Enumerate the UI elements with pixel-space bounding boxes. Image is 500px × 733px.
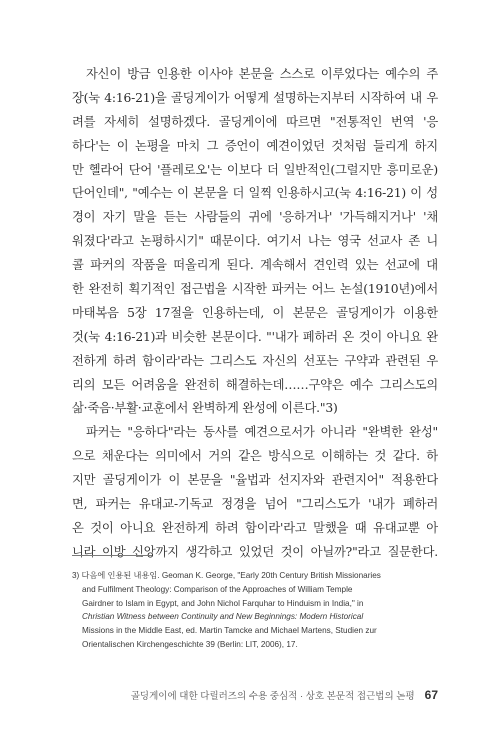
body-line: 삶·죽음·부활·교훈에서 완벽하게 완성에 이른다."3)	[72, 401, 338, 416]
body-line: 온 것이 아니요 완전하게 하려 함이라'라고 말했을 때 유대교뿐 아	[72, 520, 438, 535]
footnote-line: Gairdner to Islam in Egypt, and John Nichol Farquhar to Hinduism in India," in	[82, 598, 364, 608]
body-line: 콜 파커의 작품을 떠올리게 된다. 계속해서 견인력 있는 선교에 대	[72, 258, 438, 273]
body-line: 전하게 하려 함이라'라는 그리스도 자신의 선포는 구약과 관련된 우	[72, 353, 438, 368]
body-line: 단어인데", "예수는 이 본문을 더 일찍 인용하시고(눅 4:16-21) 이 성	[72, 186, 438, 201]
body-line: 것(눅 4:16-21)과 비슷한 본문이다. "'내가 폐하러 온 것이 아니요 완	[72, 329, 438, 344]
footnote-line: Orientalischen Kirchengeschichte 39 (Berlin: LIT, 2006), 17.	[82, 639, 298, 649]
body-line: 려를 자세히 설명하겠다. 골딩게이에 따르면 "전통적인 번역 '응	[72, 114, 438, 129]
footnote-divider	[72, 555, 152, 556]
body-line: 워졌다'라고 논평하시기" 때문이다. 여기서 나는 영국 선교사 존 니	[72, 234, 438, 249]
body-line: 만 헬라어 단어 '플레로오'는 이보다 더 일반적인(그럴지만 흥미로운)	[72, 162, 438, 177]
body-line: 마태복음 5장 17절을 인용하는데, 이 본문은 골딩게이가 이용한	[72, 305, 438, 320]
page-number: 67	[424, 688, 438, 702]
body-line: 으로 채운다는 의미에서 거의 같은 방식으로 이해하는 것 같다. 하	[72, 449, 438, 464]
footnote-line: and Fulfilment Theology: Comparison of the Approaches of William Temple	[82, 584, 353, 594]
body-line: 한 완전히 획기적인 접근법을 시작한 파커는 어느 논설(1910년)에서	[72, 282, 438, 297]
main-body-text	[72, 63, 438, 565]
body-line: 자신이 방금 인용한 이사야 본문을 스스로 이루었다는 예수의 주	[86, 67, 438, 81]
body-line: 리의 모든 어려움을 완전히 해결하는데……구약은 예수 그리스도의	[72, 377, 438, 392]
body-line: 장(눅 4:16-21)을 골딩게이가 어떻게 설명하는지부터 시작하여 내 우	[72, 90, 438, 105]
body-line: 파커는 "응하다"라는 동사를 예견으로서가 아니라 "완벽한 완성"	[86, 425, 438, 440]
footnote-line: 3) 다음에 인용된 내용임. Geoman K. George, "Early 20th Century British Missionaries	[72, 571, 381, 580]
body-line: 면, 파커는 유대교-기독교 정경을 넘어 "그리스도가 '내가 폐하러	[72, 497, 438, 512]
running-title: 골딩게이에 대한 다릴러즈의 수용 중심적 · 상호 본문적 접근법의 논평	[130, 691, 415, 702]
body-line: 지만 골딩게이가 이 본문을 "율법과 선지자와 관련지어" 적용한다	[72, 473, 438, 488]
body-line: 니라 이방 신앙까지 생각하고 있었던 것이 아닐까?"라고 질문한다.	[72, 544, 438, 559]
footnote	[72, 569, 438, 652]
body-line: 경이 자기 말을 듣는 사람들의 귀에 '응하거나' '가득해지거나' '채	[72, 210, 438, 225]
body-line: 하다'는 이 논평을 마치 그 증언이 예견이었던 것처럼 들리게 하지	[72, 138, 438, 153]
footnote-line: Christian Witness between Continuity and New Beginnings: Modern Historical	[82, 612, 364, 622]
footnote-line: Missions in the Middle East, ed. Martin Tamcke and Michael Martens, Studien zur	[82, 626, 377, 636]
page-footer	[131, 688, 438, 702]
